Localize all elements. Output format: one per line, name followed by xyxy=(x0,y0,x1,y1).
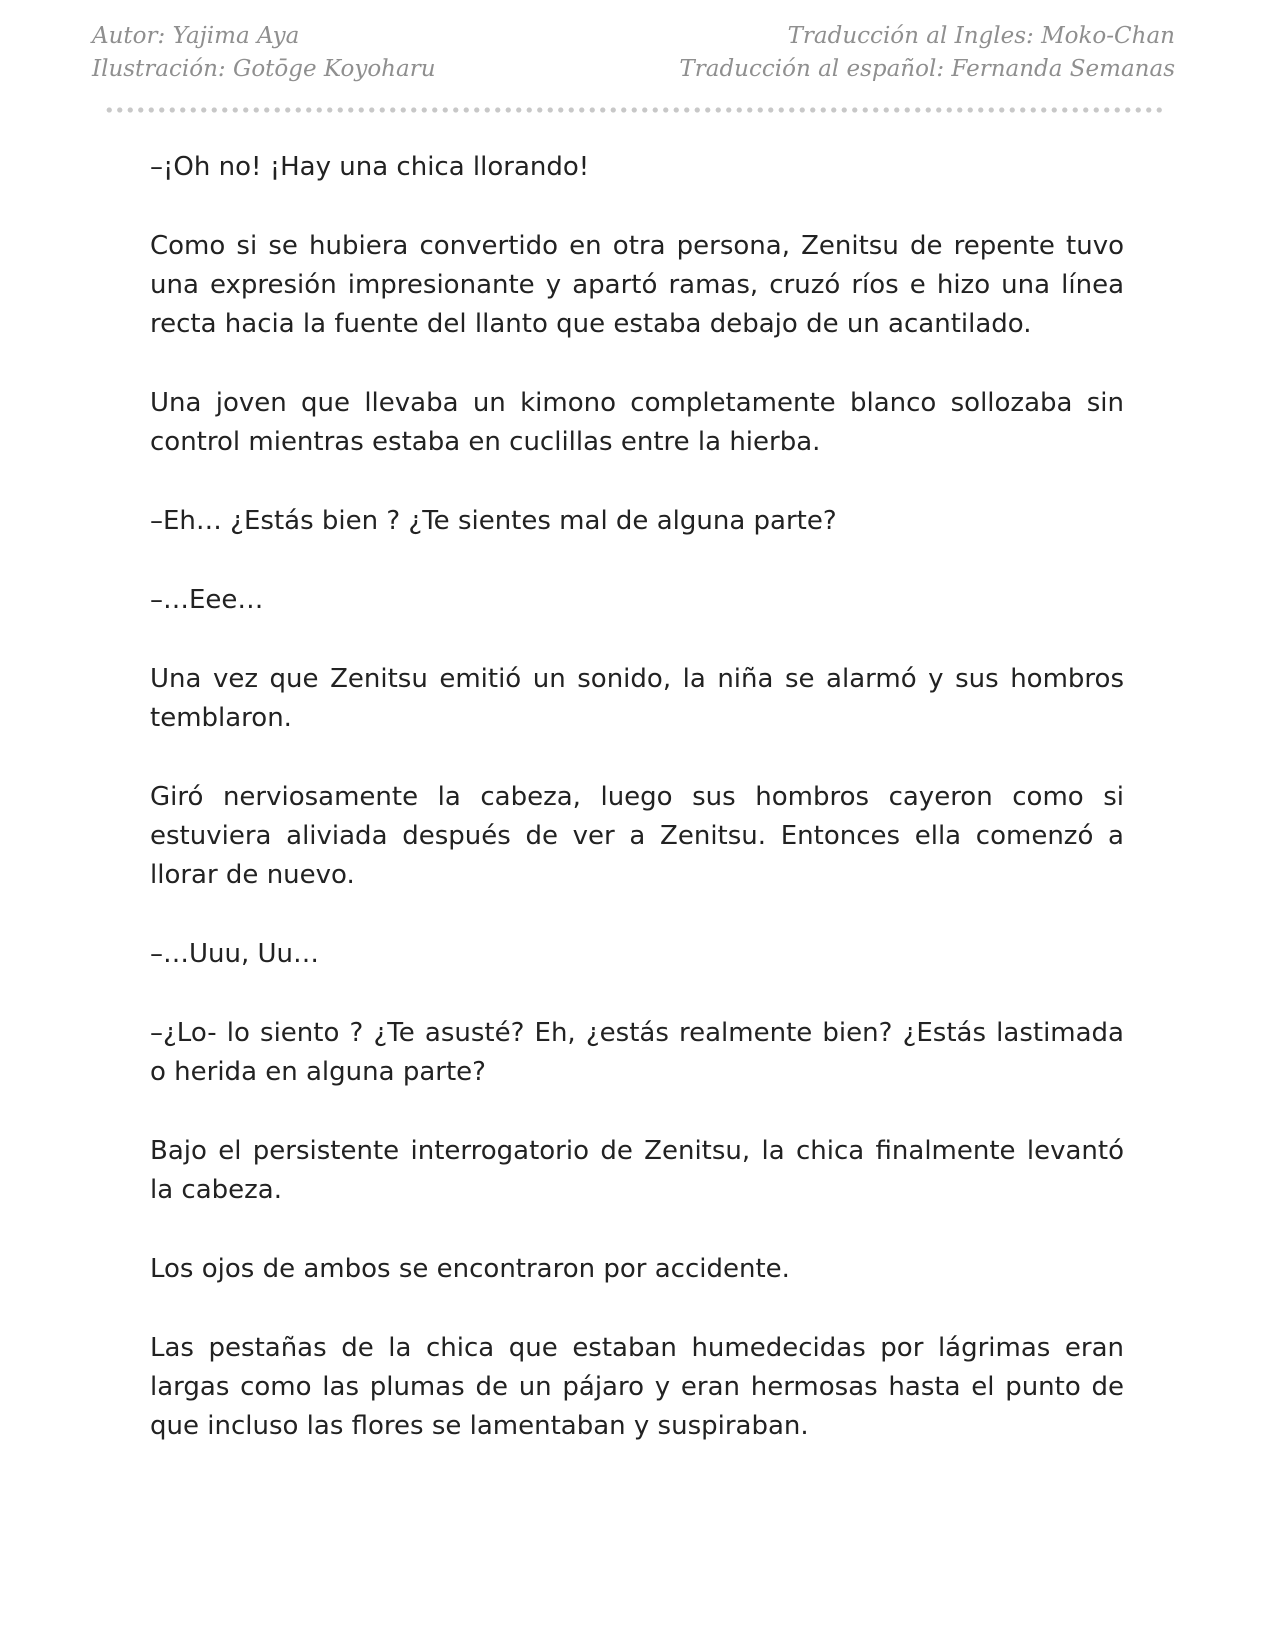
paragraph: –¡Oh no! ¡Hay una chica llorando! xyxy=(150,152,590,182)
author-credit: Autor: Yajima Aya xyxy=(92,23,300,49)
paragraph: Bajo el persistente interrogatorio de Zenitsu, la chica finalmente levantó la cabeza. xyxy=(150,1136,1124,1205)
spanish-translation-credit: Traducción al español: Fernanda Semanas xyxy=(679,56,1175,82)
paragraph: –…Eee… xyxy=(150,585,264,615)
dotted-divider xyxy=(104,107,1162,113)
english-translation-credit: Traducción al Ingles: Moko-Chan xyxy=(787,23,1175,49)
paragraph: Una joven que llevaba un kimono completamente blanco sollozaba sin control mientras estaba en cuclillas entre la hierba. xyxy=(150,388,1124,457)
paragraph: Las pestañas de la chica que estaban humedecidas por lágrimas eran largas como las plumas de un pájaro y eran hermosas hasta el punto de que incluso las flores se lamentaban y suspiraban. xyxy=(150,1333,1124,1441)
header-credits-left xyxy=(92,20,436,86)
paragraph: Giró nerviosamente la cabeza, luego sus hombros cayeron como si estuviera aliviada después de ver a Zenitsu. Entonces ella comenzó a llorar de nuevo. xyxy=(150,782,1124,890)
paragraph: –…Uuu, Uu… xyxy=(150,939,320,969)
paragraph: –¿Lo- lo siento ? ¿Te asusté? Eh, ¿estás realmente bien? ¿Estás lastimada o herida en alguna parte? xyxy=(150,1018,1124,1087)
paragraph: Como si se hubiera convertido en otra persona, Zenitsu de repente tuvo una expresión impresionante y apartó ramas, cruzó ríos e hizo una línea recta hacia la fuente del llanto que estaba debajo de un acantilado. xyxy=(150,231,1124,339)
paragraph: Los ojos de ambos se encontraron por accidente. xyxy=(150,1254,790,1284)
header-credits-right xyxy=(679,20,1175,86)
illustration-credit: Ilustración: Gotōge Koyoharu xyxy=(92,56,436,82)
paragraph: –Eh… ¿Estás bien ? ¿Te sientes mal de alguna parte? xyxy=(150,506,837,536)
paragraph: Una vez que Zenitsu emitió un sonido, la niña se alarmó y sus hombros temblaron. xyxy=(150,664,1124,733)
story-text xyxy=(150,148,1124,1486)
